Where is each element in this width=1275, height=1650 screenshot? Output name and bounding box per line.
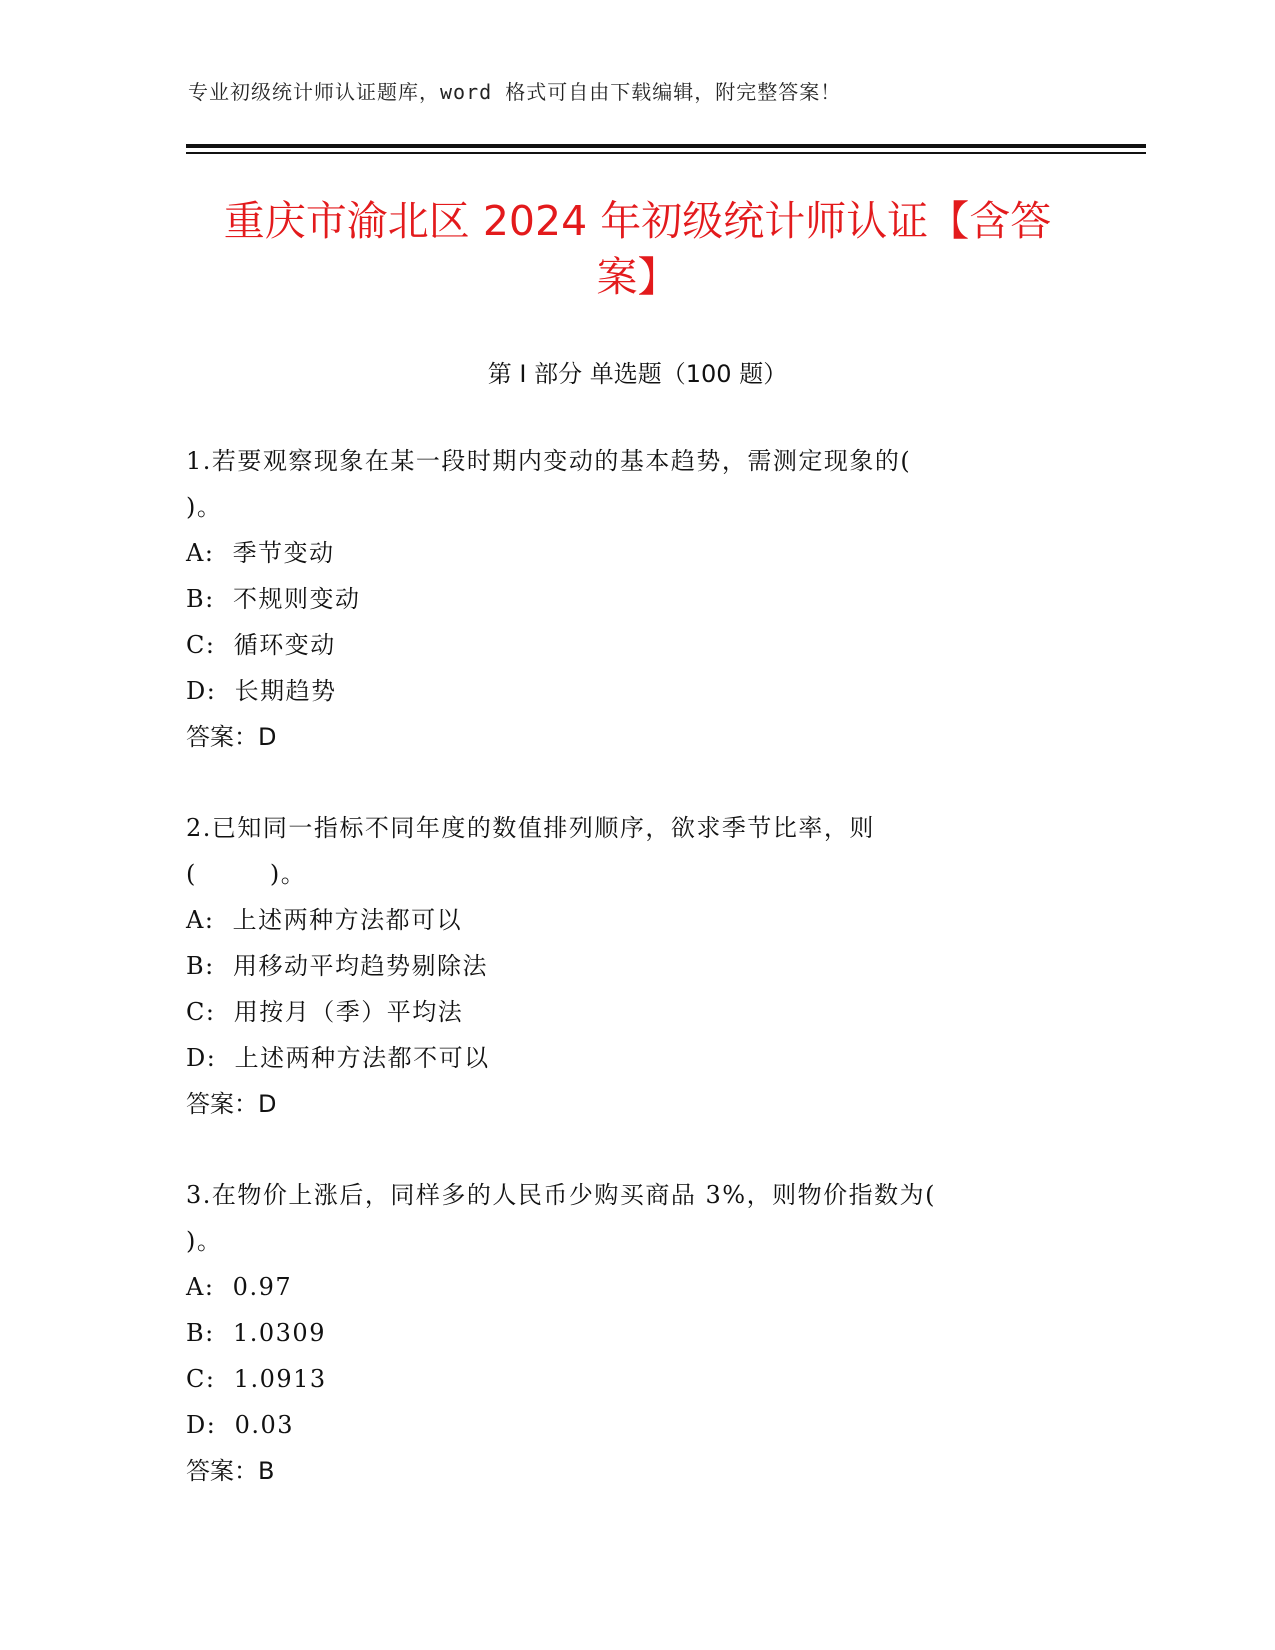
option-c: C: 1.0913 xyxy=(186,1365,327,1393)
option-b: B: 不规则变动 xyxy=(186,585,361,613)
document-title-line-1: 重庆市渝北区 2024 年初级统计师认证【含答 xyxy=(223,197,1052,245)
question-list xyxy=(186,438,1066,1539)
header-rule-thin xyxy=(186,152,1146,154)
question-stem-line-1: 1.若要观察现象在某一段时期内变动的基本趋势，需测定现象的( xyxy=(186,447,912,475)
option-b: B: 1.0309 xyxy=(186,1319,326,1347)
option-a: A: 0.97 xyxy=(186,1273,293,1301)
answer: 答案：D xyxy=(186,1090,277,1118)
question-2 xyxy=(186,805,1066,1127)
document-title-line-2: 案】 xyxy=(596,253,679,301)
section-title: 第 I 部分 单选题（100 题） xyxy=(487,360,788,388)
question-stem-line-2: )。 xyxy=(186,493,223,521)
question-stem-line-2: ( )。 xyxy=(186,860,307,888)
option-d: D: 上述两种方法都不可以 xyxy=(186,1044,490,1072)
option-d: D: 0.03 xyxy=(186,1411,295,1439)
answer: 答案：B xyxy=(186,1457,275,1485)
document-title xyxy=(150,193,1125,305)
option-a: A: 季节变动 xyxy=(186,539,335,567)
question-3 xyxy=(186,1172,1066,1494)
header-rule-thick xyxy=(186,144,1146,148)
question-stem-line-1: 3.在物价上涨后，同样多的人民币少购买商品 3%，则物价指数为( xyxy=(186,1181,936,1209)
question-stem-line-2: )。 xyxy=(186,1227,223,1255)
option-b: B: 用移动平均趋势剔除法 xyxy=(186,952,488,980)
header-note: 专业初级统计师认证题库，word 格式可自由下载编辑，附完整答案！ xyxy=(188,80,842,104)
question-stem-line-1: 2.已知同一指标不同年度的数值排列顺序，欲求季节比率，则 xyxy=(186,814,875,842)
question-1 xyxy=(186,438,1066,760)
option-c: C: 循环变动 xyxy=(186,631,336,659)
answer: 答案：D xyxy=(186,723,277,751)
option-a: A: 上述两种方法都可以 xyxy=(186,906,463,934)
option-c: C: 用按月（季）平均法 xyxy=(186,998,464,1026)
option-d: D: 长期趋势 xyxy=(186,677,337,705)
